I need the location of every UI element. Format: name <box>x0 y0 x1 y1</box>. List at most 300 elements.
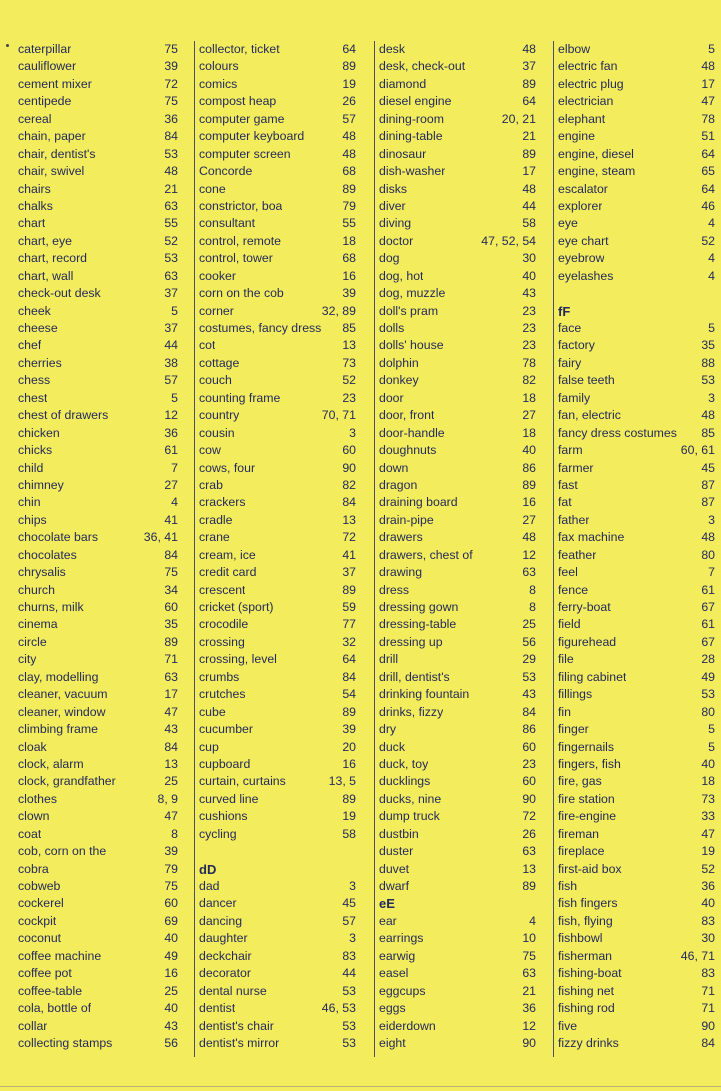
index-entry <box>199 146 356 163</box>
entry-word: field <box>558 617 581 632</box>
page-number: 88 <box>701 355 715 370</box>
print-mark <box>6 44 9 47</box>
page-number: 13 <box>342 512 356 527</box>
page-number: 48 <box>164 164 178 179</box>
page-number: 33 <box>701 809 715 824</box>
page-number: 7 <box>171 460 178 475</box>
index-entry <box>199 965 356 982</box>
entry-word: cream, ice <box>199 547 256 562</box>
entry-word: fingers, fish <box>558 756 621 771</box>
index-entry <box>379 1035 536 1052</box>
entry-word: control, remote <box>199 233 282 248</box>
index-entry <box>199 198 356 215</box>
index-entry <box>558 756 715 773</box>
index-entry <box>14 895 178 912</box>
index-entry <box>14 198 178 215</box>
page-number: 27 <box>164 477 178 492</box>
entry-word: crab <box>199 477 223 492</box>
page-number: 60 <box>342 443 356 458</box>
page-number: 23 <box>522 321 536 335</box>
entry-word: collector, ticket <box>199 42 280 56</box>
index-entry <box>379 198 536 215</box>
entry-word: chef <box>18 338 42 353</box>
index-entry <box>379 41 536 58</box>
entry-word: chrysalis <box>18 565 66 580</box>
index-entry <box>558 808 715 825</box>
page-number: 21 <box>522 983 536 998</box>
index-entry <box>199 407 356 424</box>
entry-word: chest of drawers <box>18 408 109 423</box>
page-number: 46, 53 <box>321 1001 356 1016</box>
entry-word: doll's pram <box>379 303 439 318</box>
index-entry <box>199 355 356 372</box>
page-number: 87 <box>701 495 715 510</box>
index-entry <box>14 337 178 354</box>
index-entry <box>14 1018 178 1035</box>
page-number: 47 <box>164 704 178 719</box>
entry-word: dinosaur <box>379 146 427 161</box>
entry-word: collecting stamps <box>18 1035 113 1050</box>
index-entry <box>379 983 536 1000</box>
page-number: 89 <box>342 791 356 806</box>
index-entry <box>558 913 715 930</box>
index-entry <box>14 76 178 93</box>
index-entry <box>379 861 536 878</box>
blank-row <box>558 285 715 302</box>
page-number: 5 <box>708 321 715 335</box>
entry-word: eye <box>558 216 578 231</box>
page-number: 52 <box>701 233 715 248</box>
letter-heading <box>379 895 536 912</box>
entry-word: fast <box>558 477 578 492</box>
entry-word: duvet <box>379 861 410 876</box>
page-number: 48 <box>701 59 715 74</box>
page-number: 78 <box>701 111 715 126</box>
entry-word: drain-pipe <box>379 512 434 527</box>
page-number: 36, 41 <box>143 530 178 545</box>
index-entry <box>199 163 356 180</box>
entry-word: ducklings <box>379 774 431 789</box>
entry-word: climbing frame <box>18 722 98 737</box>
entry-word: chips <box>18 512 47 527</box>
page-number: 44 <box>342 966 356 981</box>
page-number: 3 <box>708 390 715 405</box>
page-number: 16 <box>164 966 178 981</box>
page-number: 19 <box>342 809 356 824</box>
entry-word: chart, eye <box>18 233 72 248</box>
entry-word: fish <box>558 879 578 893</box>
entry-word: door, front <box>379 408 435 423</box>
page-number: 48 <box>522 42 536 56</box>
index-entry <box>558 564 715 581</box>
entry-word: dressing-table <box>379 617 457 632</box>
index-entry <box>199 1000 356 1017</box>
entry-word: corn on the cob <box>199 286 284 301</box>
entry-word: ducks, nine <box>379 791 442 806</box>
entry-word: fire-engine <box>558 809 617 824</box>
page-number: 84 <box>342 495 356 510</box>
entry-word: filing cabinet <box>558 669 627 684</box>
page-number: 21 <box>522 129 536 144</box>
index-entry <box>379 390 536 407</box>
page-number: 5 <box>708 739 715 754</box>
page-number: 35 <box>164 617 178 632</box>
entry-word: fireman <box>558 826 600 841</box>
entry-word: duck <box>379 739 405 754</box>
entry-word: ear <box>379 913 397 928</box>
index-entry <box>558 198 715 215</box>
entry-word: cockpit <box>18 913 57 928</box>
index-entry <box>558 494 715 511</box>
entry-word: cube <box>199 704 226 719</box>
page-number: 80 <box>701 547 715 562</box>
page-number: 40 <box>164 1001 178 1016</box>
page-number: 39 <box>164 844 178 859</box>
entry-word: drawers, chest of <box>379 547 473 562</box>
index-entry <box>199 320 356 337</box>
index-entry <box>199 494 356 511</box>
index-entry <box>558 128 715 145</box>
page-number: 4 <box>708 251 715 266</box>
index-entry <box>14 808 178 825</box>
page-number: 63 <box>522 565 536 580</box>
page-number: 48 <box>342 146 356 161</box>
page-number: 23 <box>522 756 536 771</box>
page-number: 54 <box>342 687 356 702</box>
entry-word: face <box>558 321 582 335</box>
index-entry <box>14 704 178 721</box>
index-entry <box>199 930 356 947</box>
page-number: 4 <box>529 913 536 928</box>
index-entry <box>558 669 715 686</box>
letter-heading <box>558 303 715 320</box>
page-number: 64 <box>701 146 715 161</box>
index-entry <box>199 773 356 790</box>
page-number: 28 <box>701 652 715 667</box>
index-entry <box>14 547 178 564</box>
page-number: 8, 9 <box>157 791 178 806</box>
index-entry <box>379 181 536 198</box>
entry-word: door-handle <box>379 425 445 440</box>
entry-word: computer keyboard <box>199 129 305 144</box>
entry-word: family <box>558 390 591 405</box>
index-entry <box>558 651 715 668</box>
page-number: 84 <box>522 704 536 719</box>
index-entry <box>199 425 356 442</box>
entry-word: dancing <box>199 913 243 928</box>
page-number: 41 <box>164 512 178 527</box>
index-entry <box>558 215 715 232</box>
page-number: 26 <box>342 94 356 109</box>
page-number: 44 <box>522 198 536 213</box>
entry-word: dolphin <box>379 355 419 370</box>
index-entry <box>14 965 178 982</box>
entry-word: cherries <box>18 355 62 370</box>
index-entry <box>199 686 356 703</box>
index-entry <box>199 460 356 477</box>
page-number: 7 <box>708 565 715 580</box>
entry-word: duster <box>379 844 414 859</box>
page-number: 17 <box>164 687 178 702</box>
index-entry <box>199 93 356 110</box>
page-number: 23 <box>522 303 536 318</box>
page-number: 82 <box>342 477 356 492</box>
page-number: 19 <box>342 76 356 91</box>
index-entry <box>199 442 356 459</box>
page-number: 29 <box>522 652 536 667</box>
entry-word: dressing gown <box>379 600 459 614</box>
page-number: 57 <box>342 111 356 126</box>
index-entry <box>379 669 536 686</box>
index-entry <box>14 773 178 790</box>
index-entry <box>379 337 536 354</box>
entry-word: fishing net <box>558 983 615 998</box>
index-entry <box>14 861 178 878</box>
index-column-1 <box>14 41 178 1057</box>
page-number: 89 <box>342 704 356 719</box>
page-number: 36 <box>164 111 178 126</box>
index-entry <box>379 913 536 930</box>
page-number: 18 <box>701 774 715 789</box>
index-entry <box>379 651 536 668</box>
page-number: 27 <box>522 512 536 527</box>
entry-word: decorator <box>199 966 251 981</box>
page-number: 12 <box>522 547 536 562</box>
page-number: 3 <box>349 879 356 893</box>
index-entry <box>379 512 536 529</box>
page-number: 56 <box>164 1035 178 1050</box>
page-number: 84 <box>342 669 356 684</box>
index-entry <box>14 250 178 267</box>
page-number: 83 <box>701 913 715 928</box>
entry-word: fish fingers <box>558 896 618 911</box>
page-number: 36 <box>164 425 178 440</box>
entry-word: doughnuts <box>379 443 437 458</box>
index-entry <box>558 41 715 58</box>
page-number: 25 <box>164 983 178 998</box>
page-number: 72 <box>522 809 536 824</box>
page-number: 84 <box>164 129 178 144</box>
page-number: 3 <box>708 512 715 527</box>
index-entry <box>558 460 715 477</box>
index-entry <box>199 529 356 546</box>
index-entry <box>199 983 356 1000</box>
entry-word: coat <box>18 826 42 841</box>
entry-word: cottage <box>199 355 240 370</box>
index-entry <box>199 878 356 895</box>
entry-word: cereal <box>18 111 52 126</box>
index-entry <box>199 669 356 686</box>
entry-word: disks <box>379 181 408 196</box>
index-entry <box>558 1035 715 1052</box>
entry-word: dentist's chair <box>199 1018 274 1033</box>
index-entry <box>199 791 356 808</box>
page-number: 53 <box>164 251 178 266</box>
index-entry <box>14 58 178 75</box>
entry-word: check-out desk <box>18 286 101 301</box>
index-entry <box>558 512 715 529</box>
index-entry <box>379 965 536 982</box>
heading-text: eE <box>379 896 395 912</box>
entry-word: cockerel <box>18 896 64 911</box>
index-entry <box>558 826 715 843</box>
entry-word: cinema <box>18 617 58 632</box>
index-entry <box>379 250 536 267</box>
index-entry <box>14 721 178 738</box>
index-entry <box>14 634 178 651</box>
page-number: 38 <box>164 355 178 370</box>
index-entry <box>558 477 715 494</box>
entry-word: daughter <box>199 931 248 946</box>
entry-word: collar <box>18 1018 48 1033</box>
entry-word: crossing <box>199 634 245 649</box>
page-number: 48 <box>522 530 536 545</box>
entry-word: crocodile <box>199 617 249 632</box>
page-number: 40 <box>701 756 715 771</box>
entry-word: cricket (sport) <box>199 600 274 614</box>
index-column-4 <box>553 41 715 1057</box>
entry-word: chart, wall <box>18 268 74 283</box>
entry-word: fish, flying <box>558 913 613 928</box>
entry-word: church <box>18 582 55 597</box>
page-number: 52 <box>701 861 715 876</box>
entry-word: false teeth <box>558 373 615 388</box>
index-entry <box>14 878 178 895</box>
entry-word: counting frame <box>199 390 281 405</box>
index-entry <box>558 704 715 721</box>
entry-word: fizzy drinks <box>558 1035 619 1050</box>
entry-word: dad <box>199 879 220 893</box>
index-entry <box>558 878 715 895</box>
page-number: 90 <box>342 460 356 475</box>
page-number: 71 <box>701 983 715 998</box>
index-entry <box>14 948 178 965</box>
page-number: 60 <box>522 739 536 754</box>
entry-word: curved line <box>199 791 259 806</box>
index-entry <box>14 791 178 808</box>
page-number: 90 <box>701 1018 715 1033</box>
index-entry <box>379 529 536 546</box>
index-entry <box>558 773 715 790</box>
index-entry <box>558 582 715 599</box>
entry-word: constrictor, boa <box>199 198 283 213</box>
index-column-2 <box>194 41 356 1057</box>
entry-word: desk, check-out <box>379 59 466 74</box>
index-entry <box>14 285 178 302</box>
page-number: 35 <box>701 338 715 353</box>
entry-word: control, tower <box>199 251 273 266</box>
index-entry <box>199 826 356 843</box>
page-number: 63 <box>164 198 178 213</box>
index-entry <box>199 1018 356 1035</box>
page-number: 46 <box>701 198 715 213</box>
page-number: 8 <box>171 826 178 841</box>
entry-word: cycling <box>199 826 237 841</box>
index-entry <box>199 268 356 285</box>
page-number: 89 <box>522 76 536 91</box>
entry-word: dump truck <box>379 809 440 824</box>
entry-word: dry <box>379 722 397 737</box>
entry-word: elbow <box>558 42 591 56</box>
page-number: 32 <box>342 634 356 649</box>
page-number: 37 <box>522 59 536 74</box>
index-entry <box>379 285 536 302</box>
index-entry <box>14 826 178 843</box>
index-entry <box>558 181 715 198</box>
index-entry <box>558 791 715 808</box>
page-number: 16 <box>342 268 356 283</box>
page-number: 8 <box>529 600 536 614</box>
index-entry <box>379 407 536 424</box>
entry-word: fin <box>558 704 571 719</box>
entry-word: dining-table <box>379 129 443 144</box>
page-number: 18 <box>522 425 536 440</box>
page-number: 32, 89 <box>321 303 356 318</box>
page-number: 51 <box>701 129 715 144</box>
index-entry <box>558 111 715 128</box>
entry-word: feather <box>558 547 597 562</box>
entry-word: eiderdown <box>379 1018 436 1033</box>
index-entry <box>199 477 356 494</box>
page-number: 4 <box>708 268 715 283</box>
index-entry <box>199 215 356 232</box>
index-entry <box>558 930 715 947</box>
index-entry <box>558 721 715 738</box>
index-entry <box>558 861 715 878</box>
entry-word: doctor <box>379 233 414 248</box>
page-number: 53 <box>164 146 178 161</box>
index-entry <box>14 1035 178 1052</box>
page-number: 34 <box>164 582 178 597</box>
page-number: 3 <box>349 425 356 440</box>
entry-word: electrician <box>558 94 614 109</box>
page-number: 41 <box>342 547 356 562</box>
page-number: 18 <box>522 390 536 405</box>
index-entry <box>379 1018 536 1035</box>
index-entry <box>379 58 536 75</box>
index-entry <box>379 1000 536 1017</box>
page-number: 89 <box>522 477 536 492</box>
page-number: 55 <box>164 216 178 231</box>
entry-word: cot <box>199 338 216 353</box>
page-number: 37 <box>342 565 356 580</box>
page-number: 67 <box>701 600 715 614</box>
index-entry <box>199 808 356 825</box>
index-entry <box>199 739 356 756</box>
entry-word: fax machine <box>558 530 625 545</box>
entry-word: escalator <box>558 181 608 196</box>
entry-word: dressing up <box>379 634 443 649</box>
index-entry <box>199 233 356 250</box>
entry-word: dentist's mirror <box>199 1035 280 1050</box>
index-entry <box>379 268 536 285</box>
entry-word: cone <box>199 181 226 196</box>
page-number: 68 <box>342 251 356 266</box>
index-entry <box>14 930 178 947</box>
page-number: 58 <box>522 216 536 231</box>
page-number: 12 <box>522 1018 536 1033</box>
heading-text: fF <box>558 303 571 319</box>
page-number: 53 <box>342 983 356 998</box>
entry-word: curtain, curtains <box>199 774 286 789</box>
entry-word: farm <box>558 443 583 458</box>
entry-word: fishbowl <box>558 931 603 946</box>
entry-word: first-aid box <box>558 861 622 876</box>
entry-word: cow <box>199 443 221 458</box>
index-entry <box>199 181 356 198</box>
page-number: 72 <box>342 530 356 545</box>
index-entry <box>14 686 178 703</box>
